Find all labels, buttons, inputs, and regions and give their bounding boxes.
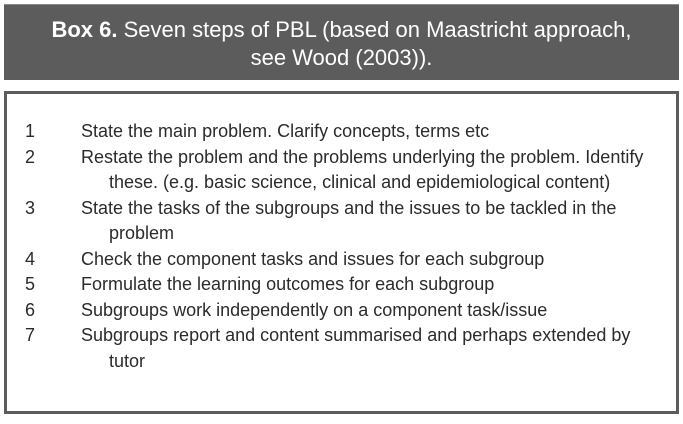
step-number: 1 (25, 121, 36, 141)
step-text: State the tasks of the subgroups and the issues to be tackled in the problem (81, 197, 617, 243)
step-number: 4 (25, 248, 36, 269)
step-text: Subgroups report and content summarised and perhaps extended by tutor (81, 325, 631, 371)
box-title-line-1 (4, 16, 679, 44)
step-3 (25, 196, 670, 247)
box-header (4, 4, 679, 80)
step-4 (25, 247, 670, 273)
box-content (4, 91, 679, 414)
step-7 (25, 323, 670, 374)
step-text: Formulate the learning outcomes for each subgroup (81, 274, 495, 294)
box-label: Box 6. (51, 17, 118, 42)
step-number: 7 (25, 325, 36, 345)
step-text: Restate the problem and the problems underlying the problem. Identify these. (e.g. basic science, clinical and epidemiological content) (81, 146, 644, 192)
step-number: 2 (25, 146, 36, 167)
step-2 (25, 145, 670, 196)
step-text: State the main problem. Clarify concepts, terms etc (81, 121, 490, 141)
box-title-text: Seven steps of PBL (based on Maastricht approach, (117, 17, 632, 42)
step-text: Check the component tasks and issues for each subgroup (81, 248, 545, 269)
step-number: 6 (25, 299, 36, 320)
step-5 (25, 272, 670, 298)
step-number: 5 (25, 274, 36, 294)
step-number: 3 (25, 197, 36, 218)
steps-list (25, 119, 670, 374)
step-1 (25, 119, 670, 145)
step-6 (25, 298, 670, 324)
box-title-line-2: see Wood (2003)). (250, 45, 433, 70)
step-text: Subgroups work independently on a component task/issue (81, 299, 548, 320)
